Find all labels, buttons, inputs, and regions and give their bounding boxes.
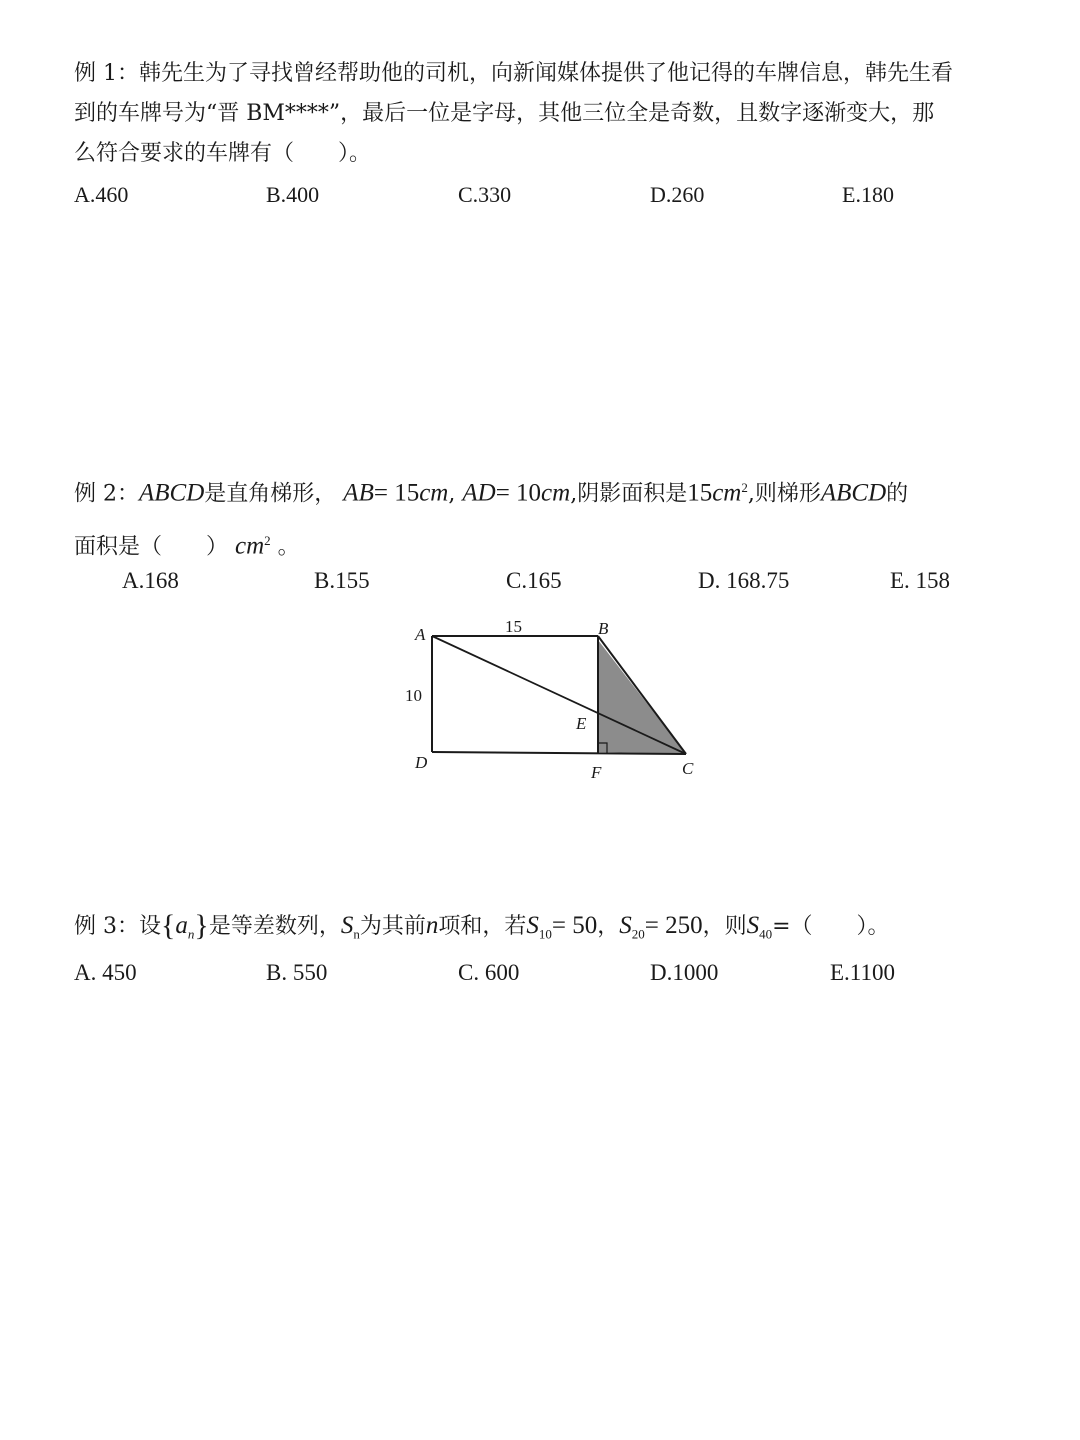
q3-option-d: D.1000 (650, 960, 719, 985)
q2-abcd-2: ABCD (820, 479, 887, 507)
q1-line-1: 例 1：韩先生为了寻找曾经帮助他的司机，向新闻媒体提供了他记得的车牌信息，韩先生看 (74, 61, 953, 86)
q3-text-2: 为其前 (359, 914, 426, 939)
label-c: C (682, 759, 694, 778)
q3-n: n (425, 912, 439, 939)
label-d: D (415, 753, 428, 772)
q1-option-e: E.180 (842, 182, 894, 207)
q3-s10-sub: 10 (538, 926, 552, 942)
q2-text-2: ,阴影面积是 (570, 481, 688, 507)
q3-option-e: E.1100 (830, 960, 895, 985)
q1-line-2: 到的车牌号为“晋 BM****”，最后一位是字母，其他三位全是奇数，且数字逐渐变大，那 (74, 101, 935, 126)
q2-text-4: 的 (886, 481, 909, 507)
q3-s10: S (526, 912, 539, 939)
q2-option-c: C.165 (506, 568, 562, 593)
q2-line-2-b: 。 (277, 534, 300, 560)
q2-area-value: 15 (687, 479, 713, 507)
brace-open-icon: { (161, 909, 176, 942)
q3-options (74, 960, 1034, 990)
q3-s40-sub: 40 (759, 926, 773, 942)
label-e: E (576, 714, 587, 733)
q2-comma: , (448, 481, 456, 507)
q3-s-sub: n (353, 926, 360, 942)
q2-ad-value: = 10 (495, 479, 542, 507)
q3-line-1 (74, 910, 890, 948)
q2-cm-2: cm (541, 479, 571, 507)
q3-s20: S (619, 912, 632, 939)
q2-square-1: 2 (741, 480, 748, 495)
q2-text-3: ,则梯形 (747, 481, 821, 507)
q2-cm-1: cm (419, 479, 449, 507)
q3-seq-a: a (175, 912, 188, 939)
q3-option-b: B. 550 (266, 960, 328, 985)
q3-s10-value: = 50 (551, 912, 598, 939)
q2-cm-3: cm (712, 479, 742, 507)
q2-line-2 (74, 527, 300, 561)
q2-option-e: E. 158 (890, 568, 951, 593)
q2-square-2: 2 (264, 533, 271, 548)
label-b: B (598, 619, 609, 638)
q3-option-a: A. 450 (74, 960, 137, 985)
q1-option-b: B.400 (266, 182, 320, 207)
q3-s40: S (746, 912, 760, 939)
q3-text-1: 是等差数列， (208, 914, 341, 939)
q2-line-1 (74, 474, 908, 508)
q2-cm-4: cm (235, 532, 265, 560)
trapezoid-figure (395, 612, 715, 787)
q3-option-c: C. 600 (458, 960, 520, 985)
q3-s20-value: = 250 (644, 912, 703, 939)
q2-ab: AB (343, 479, 374, 507)
q3-s20-sub: 20 (631, 926, 645, 942)
q1-line-3: 么符合要求的车牌有（ ）。 (74, 141, 372, 166)
segment-ac (432, 636, 686, 754)
q3-text-4: ，则 (702, 914, 747, 939)
q2-options (74, 568, 1034, 598)
q2-ad: AD (462, 479, 496, 507)
q3-s: S (340, 912, 354, 939)
q2-text-1: 是直角梯形， (204, 481, 337, 507)
q3-s40-value: =（ ）。 (772, 914, 890, 939)
label-a: A (415, 625, 426, 644)
brace-close-icon: } (194, 909, 209, 942)
q3-sep-1: ， (597, 914, 620, 939)
q3-seq-sub: n (187, 926, 195, 942)
q2-line-2-a: 面积是（ ） (74, 534, 229, 560)
q2-abcd: ABCD (139, 479, 205, 507)
q1-option-d: D.260 (650, 182, 705, 207)
q3-text-3: 项和，若 (438, 914, 527, 939)
q1-options (74, 182, 1034, 212)
q2-option-d: D. 168.75 (698, 568, 790, 593)
q1-option-c: C.330 (458, 182, 512, 207)
q2-option-b: B.155 (314, 568, 370, 593)
q2-ab-value: = 15 (373, 479, 420, 507)
q1-option-a: A.460 (74, 182, 129, 207)
label-ab-length: 15 (505, 617, 522, 636)
label-f: F (591, 763, 602, 782)
q2-label: 例 2： (74, 481, 139, 507)
q2-option-a: A.168 (122, 568, 179, 593)
q3-label: 例 3：设 (74, 914, 161, 939)
label-ad-length: 10 (405, 686, 422, 705)
